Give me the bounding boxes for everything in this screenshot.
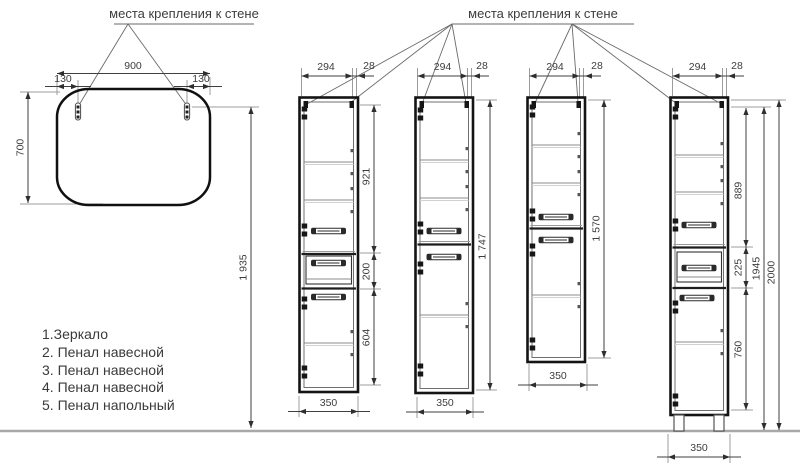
cabinet-2-drawing: [300, 98, 359, 393]
mirror-drawing: [57, 89, 210, 205]
dim-cabinet5-total: 2000: [765, 260, 778, 284]
dim-mirror-mount-height: 1 935: [237, 254, 250, 281]
dim-cabinet5-lower: 760: [732, 340, 744, 358]
legend-item-1: 1.Зеркало: [42, 326, 109, 342]
dim-cabinet5-mount-offset: 28: [731, 60, 743, 72]
legend-item-3: 3. Пенал навесной: [42, 361, 164, 378]
cabinet-3-drawing: [416, 98, 474, 394]
dim-mirror-offset-left: 130: [54, 72, 72, 85]
cabinet-5-drawing: [671, 98, 729, 432]
wall-mount-label-left: места крепления к стене: [109, 6, 259, 21]
dim-cabinet2-upper: 921: [360, 167, 372, 185]
dim-cabinet4-mount-offset: 28: [591, 60, 603, 72]
dim-cabinet4-total: 1 570: [590, 214, 603, 242]
dim-cabinet5-mount-height: 1945: [750, 256, 763, 280]
leader-lines: [76, 24, 720, 110]
dim-cabinet5-drawer: 225: [732, 258, 744, 276]
cabinet-4-drawing: [528, 98, 586, 363]
dim-cabinet3-total: 1 747: [476, 232, 489, 260]
legend-item-5: 5. Пенал напольный: [42, 397, 175, 414]
legend-item-4: 4. Пенал навесной: [42, 379, 164, 396]
dim-cabinet3-width: 350: [436, 397, 454, 409]
wall-mount-label-right: места крепления к стене: [468, 6, 618, 21]
dim-cabinet2-mount-width: 294: [317, 60, 335, 73]
dim-mirror-width: 900: [124, 60, 142, 72]
dim-cabinet2-width: 350: [319, 396, 338, 409]
dim-cabinet3-mount-offset: 28: [476, 60, 488, 72]
dim-cabinet3-mount-width: 294: [433, 60, 452, 73]
dim-cabinet5-width: 350: [690, 441, 708, 454]
dim-cabinet2-mount-offset: 28: [363, 60, 375, 72]
dim-cabinet5-mount-width: 294: [688, 60, 707, 73]
dim-cabinet4-mount-width: 294: [546, 60, 564, 73]
legend: [42, 326, 175, 415]
dim-cabinet2-drawer: 200: [360, 262, 372, 280]
dim-mirror-offset-right: 130: [192, 72, 210, 85]
dim-mirror-height: 700: [14, 138, 26, 157]
dim-cabinet2-lower: 604: [360, 328, 372, 346]
dim-cabinet5-upper: 889: [732, 181, 744, 199]
dim-cabinet4-width: 350: [549, 370, 567, 382]
legend-item-2: 2. Пенал навесной: [42, 343, 164, 360]
